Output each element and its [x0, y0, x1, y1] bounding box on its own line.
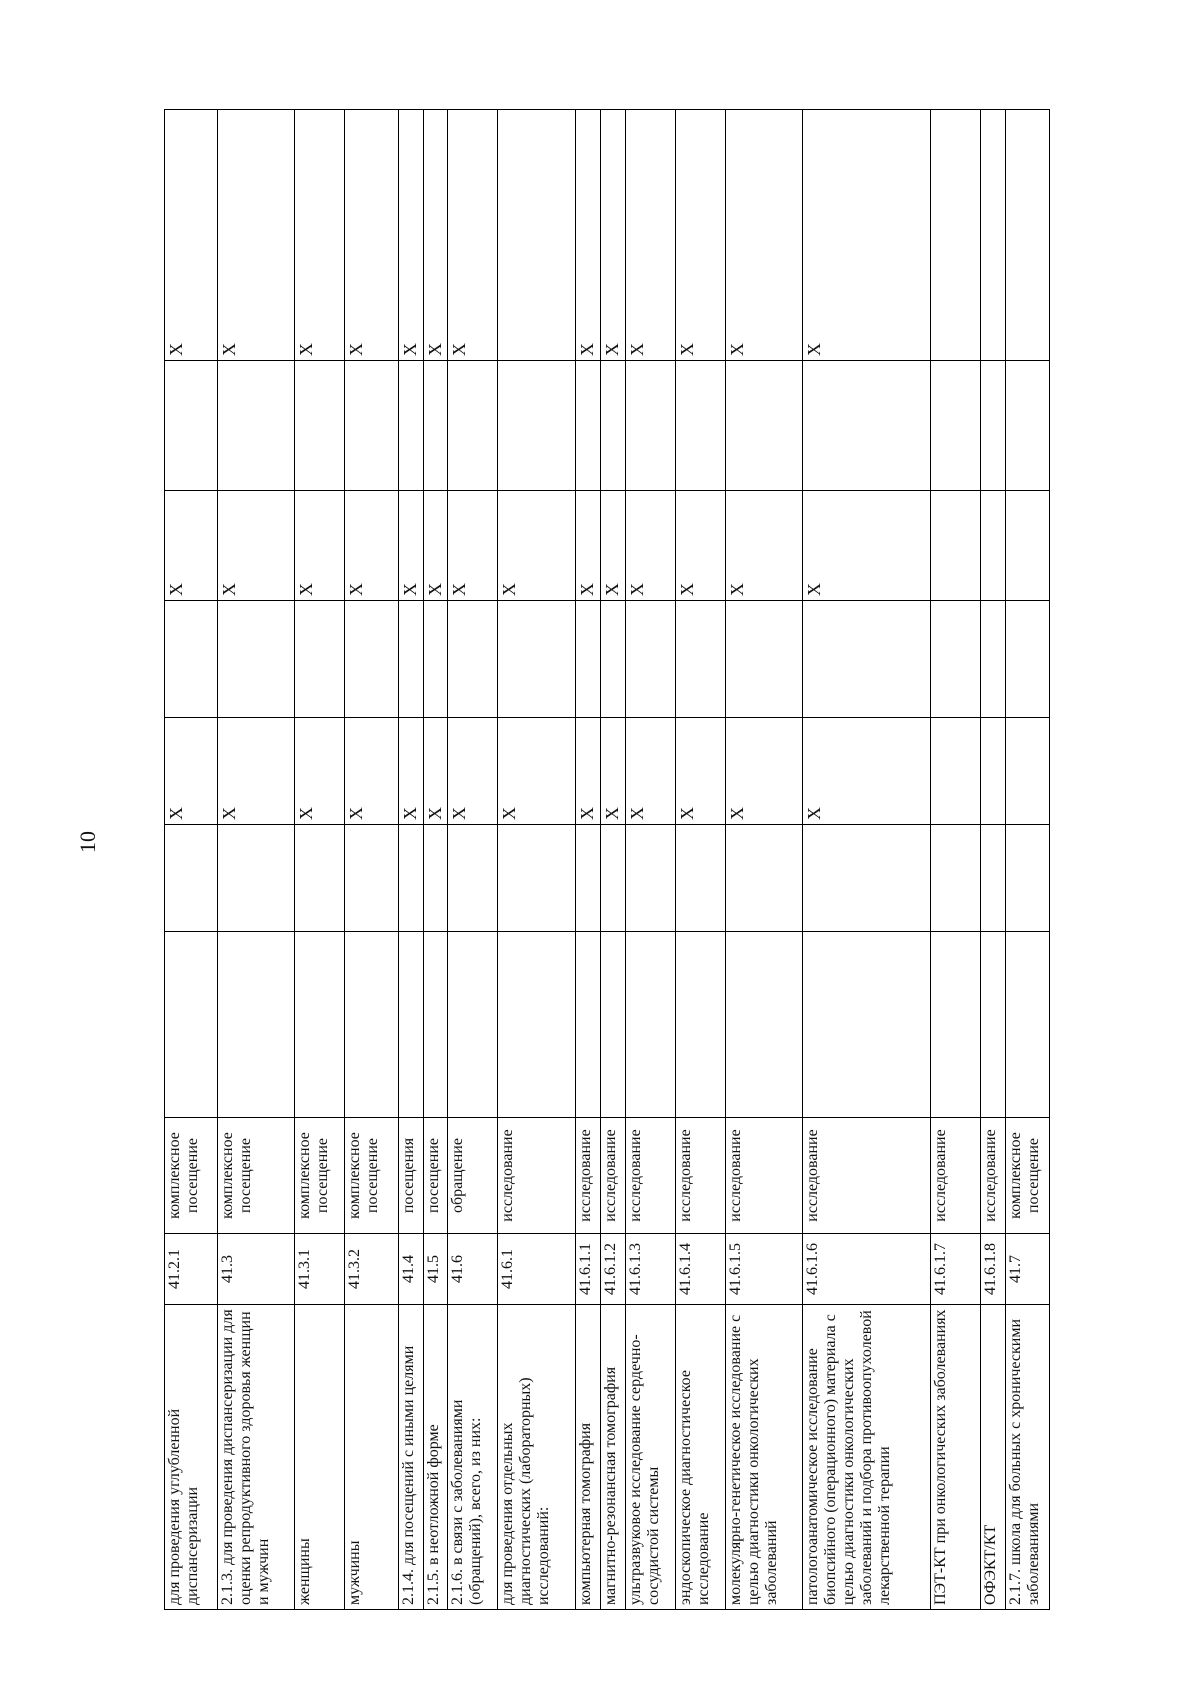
- value-col-3: Х: [423, 718, 448, 825]
- value-col-7: Х: [295, 110, 345, 361]
- value-col-1: [448, 932, 498, 1118]
- value-col-7: Х: [218, 110, 295, 361]
- value-col-4: [218, 601, 295, 718]
- value-col-4: [498, 601, 576, 718]
- indicators-table: [164, 109, 1050, 1610]
- value-col-3: Х: [803, 718, 931, 825]
- table-row: [676, 110, 726, 1610]
- table-row: [165, 110, 218, 1610]
- value-col-4: [398, 601, 423, 718]
- value-col-1: [165, 932, 218, 1118]
- unit-of-measure: исследование: [803, 1118, 931, 1234]
- value-col-6: [981, 361, 1006, 491]
- table-row: [218, 110, 295, 1610]
- value-col-5: Х: [295, 491, 345, 601]
- value-col-1: [295, 932, 345, 1118]
- row-code: 41.6.1.6: [803, 1234, 931, 1305]
- value-col-7: Х: [423, 110, 448, 361]
- value-col-4: [981, 601, 1006, 718]
- value-col-7: Х: [448, 110, 498, 361]
- value-col-3: Х: [625, 718, 675, 825]
- value-col-1: [576, 932, 601, 1118]
- table-row: [1006, 110, 1050, 1610]
- value-col-7: [1006, 110, 1050, 361]
- row-code: 41.6.1.8: [981, 1234, 1006, 1305]
- value-col-2: [448, 825, 498, 932]
- item-name: молекулярно-генетическое исследование с целью диагностики онкологических заболеваний: [726, 1305, 803, 1610]
- value-col-3: Х: [398, 718, 423, 825]
- item-name: для проведения углубленной диспансеризации: [165, 1305, 218, 1610]
- table-row: [295, 110, 345, 1610]
- value-col-3: Х: [498, 718, 576, 825]
- value-col-5: [1006, 491, 1050, 601]
- value-col-3: Х: [676, 718, 726, 825]
- value-col-3: Х: [448, 718, 498, 825]
- row-code: 41.6.1.4: [676, 1234, 726, 1305]
- unit-of-measure: исследование: [498, 1118, 576, 1234]
- value-col-6: [448, 361, 498, 491]
- value-col-6: [345, 361, 398, 491]
- value-col-2: [576, 825, 601, 932]
- value-col-3: Х: [295, 718, 345, 825]
- item-name: 2.1.4. для посещений с иными целями: [398, 1305, 423, 1610]
- item-name: ОФЭКТ/КТ: [981, 1305, 1006, 1610]
- table-row: [803, 110, 931, 1610]
- value-col-4: [625, 601, 675, 718]
- row-code: 41.3: [218, 1234, 295, 1305]
- item-name: для проведения отдельных диагностических (лабораторных) исследований:: [498, 1305, 576, 1610]
- row-code: 41.5: [423, 1234, 448, 1305]
- value-col-6: [576, 361, 601, 491]
- value-col-5: Х: [165, 491, 218, 601]
- value-col-1: [218, 932, 295, 1118]
- value-col-4: [726, 601, 803, 718]
- table-row: [345, 110, 398, 1610]
- value-col-7: Х: [165, 110, 218, 361]
- value-col-5: [931, 491, 981, 601]
- unit-of-measure: исследование: [726, 1118, 803, 1234]
- value-col-6: [218, 361, 295, 491]
- value-col-3: Х: [218, 718, 295, 825]
- value-col-2: [218, 825, 295, 932]
- value-col-6: [625, 361, 675, 491]
- table-row: [726, 110, 803, 1610]
- value-col-2: [398, 825, 423, 932]
- table-row: [448, 110, 498, 1610]
- value-col-7: Х: [398, 110, 423, 361]
- value-col-2: [601, 825, 626, 932]
- value-col-3: [931, 718, 981, 825]
- row-code: 41.6.1.7: [931, 1234, 981, 1305]
- table-row: [398, 110, 423, 1610]
- value-col-2: [498, 825, 576, 932]
- table-row: [423, 110, 448, 1610]
- value-col-3: Х: [345, 718, 398, 825]
- value-col-5: [981, 491, 1006, 601]
- value-col-1: [981, 932, 1006, 1118]
- value-col-4: [676, 601, 726, 718]
- value-col-5: Х: [398, 491, 423, 601]
- value-col-1: [931, 932, 981, 1118]
- row-code: 41.6.1.1: [576, 1234, 601, 1305]
- item-name: патологоанатомическое исследование биопсийного (операционного) материала с целью диагностики онкологических заболеваний и подбора противоопухолевой лекарственной терапии: [803, 1305, 931, 1610]
- value-col-2: [625, 825, 675, 932]
- table-row: [931, 110, 981, 1610]
- item-name: 2.1.3. для проведения диспансеризации для оценки репродуктивного здоровья женщин и мужчин: [218, 1305, 295, 1610]
- row-code: 41.4: [398, 1234, 423, 1305]
- value-col-6: [165, 361, 218, 491]
- value-col-2: [803, 825, 931, 932]
- row-code: 41.7: [1006, 1234, 1050, 1305]
- unit-of-measure: комплексное посещение: [165, 1118, 218, 1234]
- value-col-3: [1006, 718, 1050, 825]
- unit-of-measure: комплексное посещение: [1006, 1118, 1050, 1234]
- unit-of-measure: исследование: [601, 1118, 626, 1234]
- value-col-6: [1006, 361, 1050, 491]
- unit-of-measure: исследование: [981, 1118, 1006, 1234]
- unit-of-measure: комплексное посещение: [218, 1118, 295, 1234]
- value-col-7: Х: [726, 110, 803, 361]
- item-name: ультразвуковое исследование сердечно-сосудистой системы: [625, 1305, 675, 1610]
- value-col-1: [676, 932, 726, 1118]
- value-col-4: [576, 601, 601, 718]
- value-col-6: [726, 361, 803, 491]
- item-name: 2.1.7. школа для больных с хроническими заболеваниями: [1006, 1305, 1050, 1610]
- document-sheet: [164, 110, 1050, 1610]
- value-col-4: [448, 601, 498, 718]
- row-code: 41.6.1.3: [625, 1234, 675, 1305]
- value-col-6: [676, 361, 726, 491]
- item-name: магнитно-резонансная томография: [601, 1305, 626, 1610]
- item-name: мужчины: [345, 1305, 398, 1610]
- unit-of-measure: обращение: [448, 1118, 498, 1234]
- row-code: 41.2.1: [165, 1234, 218, 1305]
- value-col-6: [423, 361, 448, 491]
- value-col-7: [981, 110, 1006, 361]
- unit-of-measure: исследование: [676, 1118, 726, 1234]
- unit-of-measure: комплексное посещение: [345, 1118, 398, 1234]
- table-row: [601, 110, 626, 1610]
- table-row: [981, 110, 1006, 1610]
- value-col-1: [625, 932, 675, 1118]
- item-name: женщины: [295, 1305, 345, 1610]
- value-col-1: [423, 932, 448, 1118]
- unit-of-measure: исследование: [931, 1118, 981, 1234]
- unit-of-measure: посещение: [423, 1118, 448, 1234]
- table-row: [576, 110, 601, 1610]
- value-col-7: [498, 110, 576, 361]
- value-col-3: Х: [165, 718, 218, 825]
- item-name: 2.1.5. в неотложной форме: [423, 1305, 448, 1610]
- unit-of-measure: исследование: [625, 1118, 675, 1234]
- value-col-5: Х: [625, 491, 675, 601]
- value-col-6: [398, 361, 423, 491]
- value-col-1: [398, 932, 423, 1118]
- value-col-5: Х: [448, 491, 498, 601]
- value-col-5: Х: [218, 491, 295, 601]
- value-col-4: [423, 601, 448, 718]
- value-col-1: [1006, 932, 1050, 1118]
- value-col-5: Х: [576, 491, 601, 601]
- value-col-3: Х: [601, 718, 626, 825]
- row-code: 41.6.1: [498, 1234, 576, 1305]
- row-code: 41.6.1.5: [726, 1234, 803, 1305]
- value-col-1: [345, 932, 398, 1118]
- value-col-7: Х: [601, 110, 626, 361]
- item-name: 2.1.6. в связи с заболеваниями (обращений), всего, из них:: [448, 1305, 498, 1610]
- value-col-3: Х: [576, 718, 601, 825]
- value-col-4: [345, 601, 398, 718]
- value-col-1: [498, 932, 576, 1118]
- value-col-3: Х: [726, 718, 803, 825]
- unit-of-measure: комплексное посещение: [295, 1118, 345, 1234]
- value-col-5: Х: [498, 491, 576, 601]
- value-col-5: Х: [345, 491, 398, 601]
- page-number: 10: [75, 831, 100, 853]
- value-col-7: [931, 110, 981, 361]
- value-col-6: [295, 361, 345, 491]
- value-col-1: [803, 932, 931, 1118]
- value-col-5: Х: [676, 491, 726, 601]
- value-col-5: Х: [726, 491, 803, 601]
- value-col-3: [981, 718, 1006, 825]
- value-col-4: [1006, 601, 1050, 718]
- item-name: эндоскопическое диагностическое исследование: [676, 1305, 726, 1610]
- value-col-5: Х: [601, 491, 626, 601]
- value-col-2: [165, 825, 218, 932]
- item-name: ПЭТ-КТ при онкологических заболеваниях: [931, 1305, 981, 1610]
- value-col-4: [803, 601, 931, 718]
- value-col-2: [981, 825, 1006, 932]
- value-col-5: Х: [423, 491, 448, 601]
- value-col-2: [1006, 825, 1050, 932]
- value-col-6: [601, 361, 626, 491]
- row-code: 41.3.2: [345, 1234, 398, 1305]
- value-col-7: Х: [676, 110, 726, 361]
- value-col-7: Х: [345, 110, 398, 361]
- value-col-4: [295, 601, 345, 718]
- table-body: [165, 110, 1050, 1610]
- table-row: [625, 110, 675, 1610]
- value-col-4: [931, 601, 981, 718]
- value-col-7: Х: [625, 110, 675, 361]
- value-col-5: Х: [803, 491, 931, 601]
- unit-of-measure: посещения: [398, 1118, 423, 1234]
- value-col-2: [726, 825, 803, 932]
- item-name: компьютерная томография: [576, 1305, 601, 1610]
- row-code: 41.3.1: [295, 1234, 345, 1305]
- value-col-7: Х: [803, 110, 931, 361]
- value-col-2: [423, 825, 448, 932]
- value-col-2: [345, 825, 398, 932]
- value-col-1: [726, 932, 803, 1118]
- value-col-2: [931, 825, 981, 932]
- value-col-6: [931, 361, 981, 491]
- value-col-1: [601, 932, 626, 1118]
- row-code: 41.6: [448, 1234, 498, 1305]
- value-col-2: [676, 825, 726, 932]
- unit-of-measure: исследование: [576, 1118, 601, 1234]
- value-col-6: [498, 361, 576, 491]
- value-col-7: Х: [576, 110, 601, 361]
- row-code: 41.6.1.2: [601, 1234, 626, 1305]
- value-col-6: [803, 361, 931, 491]
- table-row: [498, 110, 576, 1610]
- value-col-2: [295, 825, 345, 932]
- value-col-4: [165, 601, 218, 718]
- value-col-4: [601, 601, 626, 718]
